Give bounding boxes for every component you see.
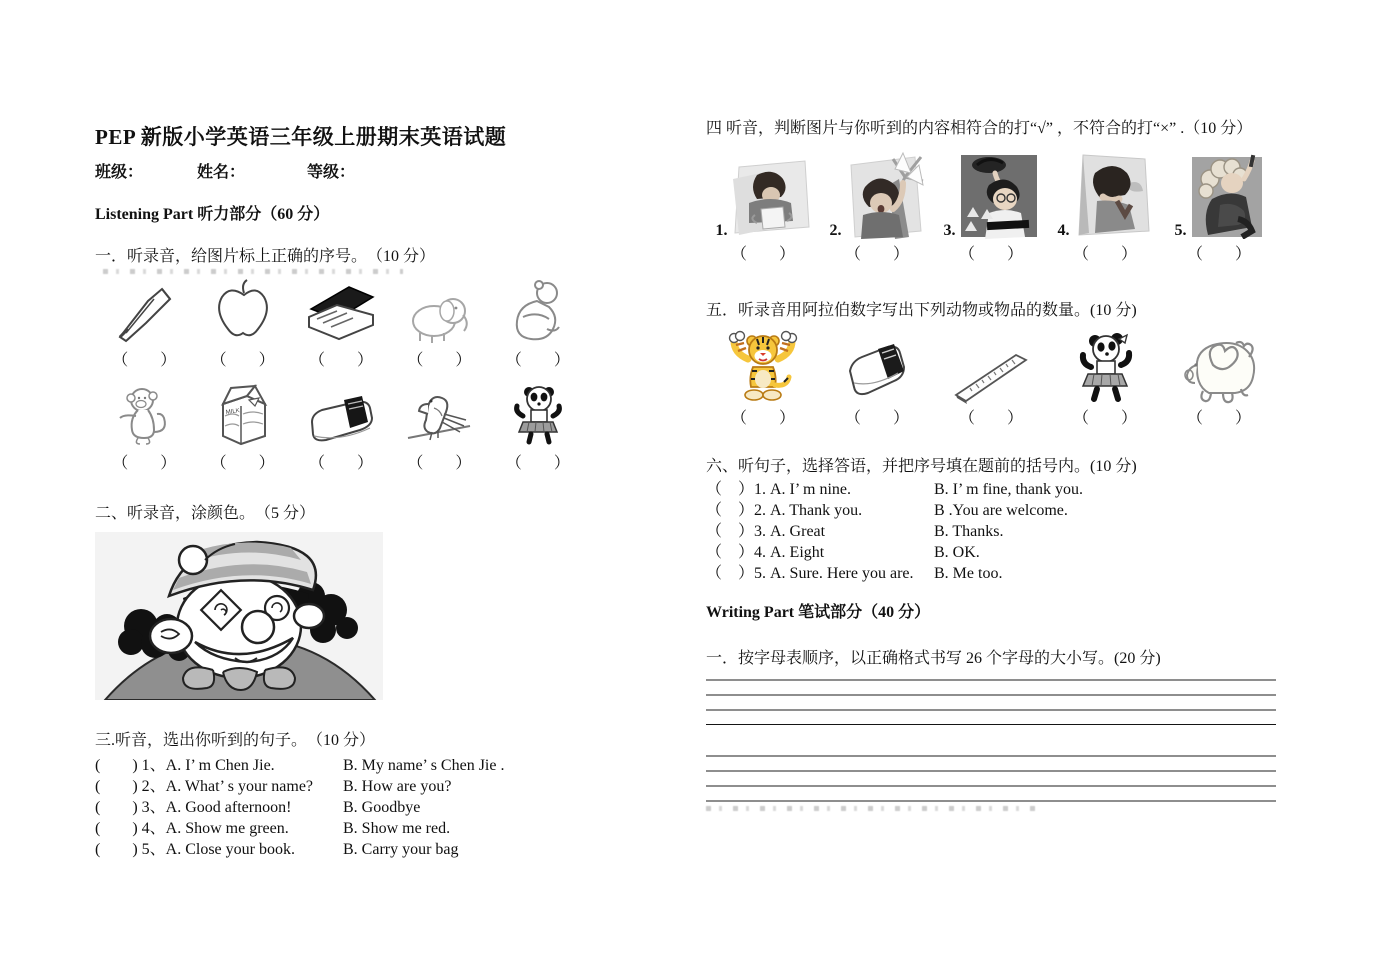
option-a: （ ）3. A. Great xyxy=(706,523,826,540)
item-number: 2. xyxy=(829,222,842,239)
eraser-image xyxy=(842,339,912,405)
q1-bracket-row-1 xyxy=(95,351,587,370)
q6-row xyxy=(706,542,1276,563)
writing-line xyxy=(706,770,1276,772)
q3-row xyxy=(95,839,587,860)
writing-line xyxy=(706,694,1276,696)
answer-blank: （ ） xyxy=(505,455,570,472)
q3-row xyxy=(95,776,587,797)
writing-part-heading: Writing Part 笔试部分（40 分） xyxy=(706,604,931,621)
answer-blank: （ ） xyxy=(407,455,472,472)
milk-carton-image xyxy=(213,378,273,448)
q3-row xyxy=(95,755,587,776)
teddy-bear-image xyxy=(507,277,569,347)
panda-image xyxy=(509,382,567,448)
tiger-image xyxy=(726,329,800,405)
clown-image xyxy=(95,532,383,700)
boy-waving-photo xyxy=(845,151,925,239)
q3-row xyxy=(95,818,587,839)
option-a: ( ) 5、A. Close your book. xyxy=(95,841,295,858)
option-a: （ ）2. A. Thank you. xyxy=(706,502,863,519)
student-info-row xyxy=(95,162,587,184)
writing-line xyxy=(706,724,1276,725)
q1-picture-row-2 xyxy=(95,378,587,448)
name-label: 姓名： xyxy=(197,164,246,181)
answer-blank: （ ） xyxy=(1072,246,1137,263)
option-b: B. Show me red. xyxy=(343,820,451,837)
writing-line xyxy=(706,785,1276,787)
answer-blank: （ ） xyxy=(730,410,795,427)
eraser-image xyxy=(304,388,378,448)
option-b: B. OK. xyxy=(934,544,980,561)
option-a: （ ）1. A. I’ m nine. xyxy=(706,481,852,498)
q1-picture-row-1 xyxy=(95,277,587,347)
q3-row xyxy=(95,797,587,818)
option-b: B. How are you? xyxy=(343,778,452,795)
monkey-image xyxy=(112,382,176,448)
bird-image xyxy=(404,386,474,448)
q6-options xyxy=(706,479,1276,584)
option-b: B .You are welcome. xyxy=(934,502,1068,519)
q4-heading: 四 听音，判断图片与你听到的内容相符合的打“√” ，不符合的打“×” .（10 分） xyxy=(706,120,1253,137)
q6-row xyxy=(706,521,1276,542)
option-a: ( ) 4、A. Show me green. xyxy=(95,820,289,837)
scan-artifact xyxy=(103,269,403,274)
boy-bowing-photo xyxy=(1073,149,1153,239)
answer-blank: （ ） xyxy=(844,246,909,263)
answer-blank: （ ） xyxy=(309,352,374,369)
answer-blank: （ ） xyxy=(210,455,275,472)
q3-heading: 三.听音，选出你听到的句子。 （10 分） xyxy=(95,732,376,749)
answer-blank: （ ） xyxy=(309,455,374,472)
q6-row xyxy=(706,479,1276,500)
panda-image xyxy=(1073,331,1137,405)
option-a: ( ) 1、A. I’ m Chen Jie. xyxy=(95,757,275,774)
grade-label: 等级： xyxy=(307,164,356,181)
answer-blank: （ ） xyxy=(1186,410,1251,427)
answer-blank: （ ） xyxy=(958,410,1023,427)
answer-blank: （ ） xyxy=(407,352,472,369)
left-column xyxy=(95,122,587,860)
item-number: 3. xyxy=(943,222,956,239)
option-a: ( ) 3、A. Good afternoon! xyxy=(95,799,292,816)
answer-blank: （ ） xyxy=(112,455,177,472)
q5-bracket-row xyxy=(706,409,1276,428)
option-b: B. Goodbye xyxy=(343,799,421,816)
answer-blank: （ ） xyxy=(958,246,1023,263)
item-number: 5. xyxy=(1174,222,1187,239)
option-b: B. Carry your bag xyxy=(343,841,459,858)
page-title: PEP 新版小学英语三年级上册期末英语试题 xyxy=(95,125,507,149)
pig-image xyxy=(1179,335,1259,405)
answer-blank: （ ） xyxy=(1186,246,1251,263)
answer-blank: （ ） xyxy=(1072,410,1137,427)
elephant-image xyxy=(406,281,472,347)
answer-blank: （ ） xyxy=(844,410,909,427)
girl-sitting-photo xyxy=(1190,153,1264,239)
option-a: （ ）4. A. Eight xyxy=(706,544,825,561)
option-b: B. Me too. xyxy=(934,565,1003,582)
q5-picture-row xyxy=(706,329,1276,405)
scan-artifact xyxy=(706,806,1036,811)
q3-options xyxy=(95,755,587,860)
q6-row xyxy=(706,500,1276,521)
q4-bracket-row xyxy=(706,245,1276,264)
q2-heading: 二、听录音，涂颜色。 （5 分） xyxy=(95,505,316,522)
option-b: B. I’ m fine, thank you. xyxy=(934,481,1084,498)
right-column xyxy=(706,118,1276,811)
q4-picture-row xyxy=(706,149,1276,239)
item-number: 4. xyxy=(1057,222,1070,239)
q6-row xyxy=(706,563,1276,584)
pencil-box-image xyxy=(303,281,379,347)
apple-image xyxy=(212,277,274,347)
pen-image xyxy=(112,277,176,347)
q6-heading: 六、听句子，选择答语，并把序号填在题前的括号内。(10 分) xyxy=(706,458,1137,475)
q1-bracket-row-2 xyxy=(95,454,587,473)
boy-reading-photo xyxy=(731,153,811,239)
q5-heading: 五．听录音用阿拉伯数字写出下列动物或物品的数量。(10 分) xyxy=(706,302,1137,319)
option-a: （ ）5. A. Sure. Here you are. xyxy=(706,565,914,582)
writing-line xyxy=(706,800,1276,802)
answer-blank: （ ） xyxy=(505,352,570,369)
option-b: B. My name’ s Chen Jie . xyxy=(343,757,505,774)
answer-blank: （ ） xyxy=(210,352,275,369)
listening-part-heading: Listening Part 听力部分（60 分） xyxy=(95,206,330,223)
option-a: ( ) 2、A. What’ s your name? xyxy=(95,778,314,795)
answer-blank: （ ） xyxy=(730,246,795,263)
ruler-image xyxy=(952,347,1030,405)
item-number: 1. xyxy=(715,222,728,239)
boy-raising-cap-photo xyxy=(959,151,1039,239)
writing-line xyxy=(706,755,1276,757)
writing-line xyxy=(706,709,1276,711)
svg-text:MILK: MILK xyxy=(225,408,240,416)
option-b: B. Thanks. xyxy=(934,523,1004,540)
handwriting-lines-group-1 xyxy=(706,679,1276,725)
answer-blank: （ ） xyxy=(112,352,177,369)
handwriting-lines-group-2 xyxy=(706,755,1276,802)
class-label: 班级： xyxy=(95,164,144,181)
q1-heading: 一．听录音，给图片标上正确的序号。 （10 分） xyxy=(95,248,436,265)
writing-line xyxy=(706,679,1276,681)
writing-q1-heading: 一．按字母表顺序，以正确格式书写 26 个字母的大小写。(20 分) xyxy=(706,650,1161,667)
